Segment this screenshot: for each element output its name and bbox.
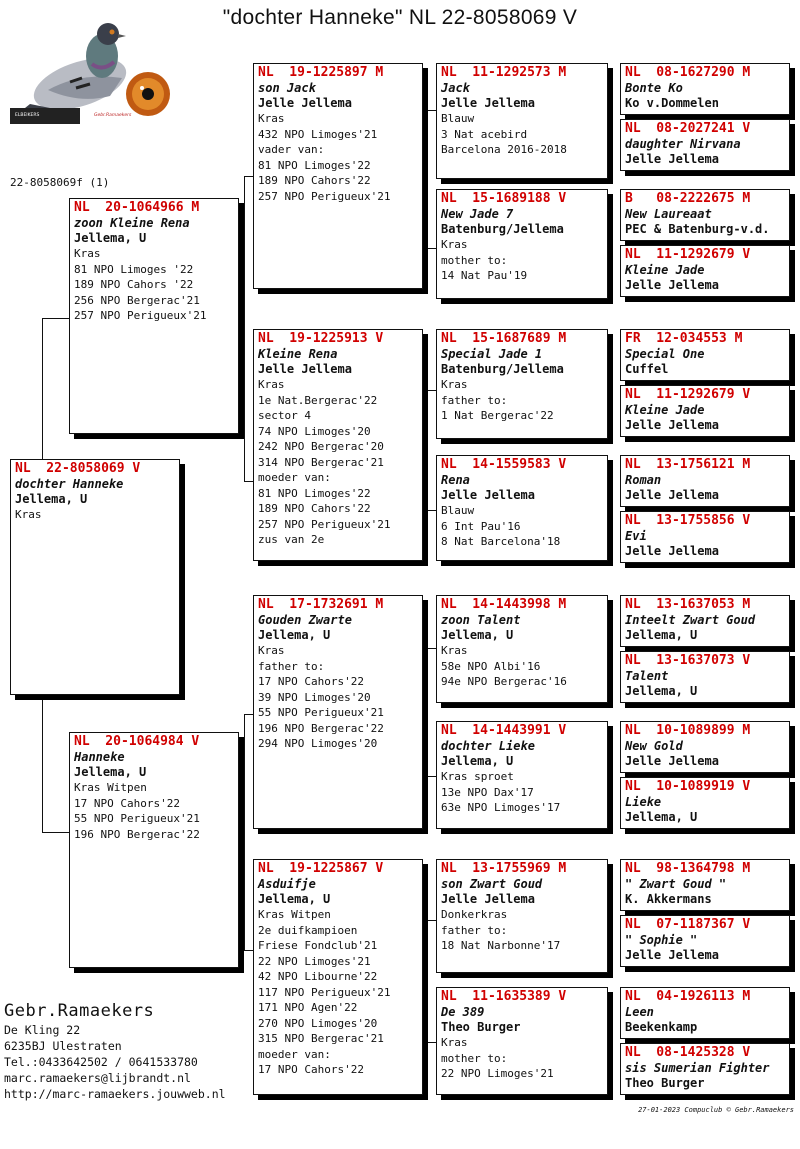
- connector-line: [611, 222, 612, 274]
- connector-line: [611, 752, 612, 806]
- great-grandparent-owner: Jellema, U: [441, 628, 514, 642]
- ancestor-ring: NL 10-1089919 V: [625, 779, 751, 794]
- grandparent-detail: 189 NPO Cahors'22: [258, 174, 371, 187]
- ancestor-name: " Sophie ": [625, 933, 698, 947]
- ancestor-owner: Jelle Jellema: [625, 544, 719, 558]
- address-phone: Tel.:0433642502 / 0641533780: [4, 1055, 198, 1069]
- subject-name: dochter Hanneke: [15, 477, 124, 491]
- grandparent-owner: Jelle Jellema: [258, 96, 352, 110]
- great-grandparent-detail: mother to:: [441, 1051, 508, 1065]
- ancestor-owner: Jelle Jellema: [625, 152, 719, 166]
- connector-line: [42, 318, 43, 460]
- ancestor-owner: Jellema, U: [625, 810, 698, 824]
- dam-detail: 196 NPO Bergerac'22: [74, 827, 200, 841]
- ancestor-ring: NL 10-1089899 M: [625, 723, 751, 738]
- connector-line: [425, 776, 436, 777]
- ancestor-owner: Jelle Jellema: [625, 488, 719, 502]
- ancestor-ring: NL 13-1756121 M: [625, 457, 751, 472]
- grandparent-card[interactable]: [253, 329, 423, 561]
- ancestor-name: Inteelt Zwart Goud: [625, 613, 756, 627]
- grandparent-detail: Kras Witpen: [258, 908, 331, 921]
- great-grandparent-ring: NL 13-1755969 M: [441, 861, 567, 876]
- ancestor-card[interactable]: [620, 915, 790, 967]
- ancestor-name: Lieke: [625, 795, 662, 809]
- ancestor-card[interactable]: [620, 987, 790, 1039]
- great-grandparent-name: De 389: [441, 1005, 485, 1019]
- dam-card[interactable]: [69, 732, 239, 968]
- ancestor-owner: K. Akkermans: [625, 892, 712, 906]
- connector-line: [42, 700, 43, 832]
- ancestor-name: Roman: [625, 473, 662, 487]
- subject-ring: NL 22-8058069 V: [15, 461, 141, 476]
- great-grandparent-detail: 18 Nat Narbonne'17: [441, 939, 561, 952]
- great-grandparent-card[interactable]: [436, 987, 608, 1095]
- grandparent-detail: 294 NPO Limoges'20: [258, 737, 378, 750]
- sire-detail: 256 NPO Bergerac'21: [74, 293, 200, 307]
- grandparent-name: Asduifje: [258, 877, 316, 891]
- ancestor-card[interactable]: [620, 455, 790, 507]
- ancestor-name: New Gold: [625, 739, 683, 753]
- great-grandparent-name: zoon Talent: [441, 613, 521, 627]
- ancestor-card[interactable]: [620, 63, 790, 115]
- ancestor-ring: NL 13-1755856 V: [625, 513, 751, 528]
- great-grandparent-detail: Barcelona 2016-2018: [441, 143, 567, 156]
- grandparent-detail: 17 NPO Cahors'22: [258, 675, 364, 688]
- great-grandparent-ring: NL 15-1689188 V: [441, 191, 567, 206]
- great-grandparent-card[interactable]: [436, 595, 608, 703]
- great-grandparent-card[interactable]: [436, 721, 608, 829]
- ancestor-name: Evi: [625, 529, 647, 543]
- ancestor-name: Talent: [625, 669, 669, 683]
- connector-line: [611, 1018, 612, 1072]
- grandparent-ring: NL 19-1225867 V: [258, 861, 384, 876]
- dam-detail: Kras Witpen: [74, 781, 147, 794]
- ancestor-ring: NL 08-1425328 V: [625, 1045, 751, 1060]
- connector-line: [425, 110, 436, 111]
- grandparent-detail: 196 NPO Bergerac'22: [258, 721, 384, 735]
- page-title: "dochter Hanneke" NL 22-8058069 V: [222, 6, 578, 29]
- connector-line: [425, 648, 426, 776]
- great-grandparent-card[interactable]: [436, 63, 608, 179]
- great-grandparent-owner: Jelle Jellema: [441, 488, 535, 502]
- connector-line: [425, 110, 426, 248]
- great-grandparent-ring: NL 14-1559583 V: [441, 457, 567, 472]
- ancestor-card[interactable]: [620, 189, 790, 241]
- grandparent-detail: 270 NPO Limoges'20: [258, 1016, 378, 1030]
- footer-credit: 27-01-2023 Compuclub © Gebr.Ramaekers: [638, 1106, 794, 1114]
- sire-card[interactable]: [69, 198, 239, 434]
- great-grandparent-detail: Donkerkras: [441, 908, 508, 921]
- great-grandparent-ring: NL 14-1443998 M: [441, 597, 567, 612]
- connector-line: [425, 390, 436, 391]
- grandparent-ring: NL 17-1732691 M: [258, 597, 384, 612]
- great-grandparent-name: New Jade 7: [441, 207, 514, 221]
- ancestor-name: Kleine Jade: [625, 403, 705, 417]
- ancestor-owner: Theo Burger: [625, 1076, 705, 1090]
- great-grandparent-detail: father to:: [441, 923, 508, 937]
- grandparent-detail: 257 NPO Perigueux'21: [258, 189, 391, 203]
- grandparent-detail: 117 NPO Perigueux'21: [258, 985, 391, 999]
- grandparent-detail: 74 NPO Limoges'20: [258, 424, 371, 438]
- grandparent-name: son Jack: [258, 81, 316, 95]
- grandparent-name: Kleine Rena: [258, 347, 338, 361]
- grandparent-card[interactable]: [253, 595, 423, 829]
- ancestor-owner: Jellema, U: [625, 628, 698, 642]
- ancestor-name: Bonte Ko: [625, 81, 683, 95]
- address-street: De Kling 22: [4, 1023, 81, 1037]
- great-grandparent-detail: 58e NPO Albi'16: [441, 659, 541, 673]
- great-grandparent-name: Jack: [441, 81, 470, 95]
- ancestor-name: Special One: [625, 347, 705, 361]
- sire-owner: Jellema, U: [74, 231, 147, 245]
- ancestor-card[interactable]: [620, 777, 790, 829]
- great-grandparent-detail: Kras: [441, 644, 468, 657]
- grandparent-detail: father to:: [258, 659, 325, 673]
- ancestor-owner: Jelle Jellema: [625, 418, 719, 432]
- grandparent-detail: 81 NPO Limoges'22: [258, 158, 371, 172]
- connector-line: [611, 624, 612, 678]
- sire-ring: NL 20-1064966 M: [74, 200, 200, 215]
- connector-line: [42, 318, 69, 319]
- great-grandparent-detail: 14 Nat Pau'19: [441, 269, 528, 282]
- ancestor-ring: NL 13-1637053 M: [625, 597, 751, 612]
- address-email[interactable]: marc.ramaekers@lijbrandt.nl: [4, 1071, 191, 1085]
- ancestor-card[interactable]: [620, 511, 790, 563]
- ring-reference: 22-8058069f (1): [10, 176, 110, 189]
- great-grandparent-detail: 13e NPO Dax'17: [441, 785, 534, 799]
- ancestor-name: Leen: [625, 1005, 654, 1019]
- ancestor-owner: Cuffel: [625, 362, 669, 376]
- ancestor-ring: NL 08-2027241 V: [625, 121, 751, 136]
- dam-detail: 17 NPO Cahors'22: [74, 796, 180, 810]
- ancestor-owner: Beekenkamp: [625, 1020, 698, 1034]
- grandparent-detail: 432 NPO Limoges'21: [258, 127, 378, 141]
- great-grandparent-ring: NL 11-1635389 V: [441, 989, 567, 1004]
- grandparent-detail: 171 NPO Agen'22: [258, 1001, 358, 1014]
- ancestor-ring: FR 12-034553 M: [625, 331, 743, 346]
- grandparent-detail: 315 NPO Bergerac'21: [258, 1032, 384, 1045]
- connector-line: [425, 648, 436, 649]
- great-grandparent-name: son Zwart Goud: [441, 877, 543, 891]
- ancestor-name: Kleine Jade: [625, 263, 705, 277]
- address-website[interactable]: http://marc-ramaekers.jouwweb.nl: [4, 1087, 226, 1101]
- grandparent-ring: NL 19-1225897 M: [258, 65, 384, 80]
- ancestor-ring: NL 08-1627290 M: [625, 65, 751, 80]
- ancestor-owner: PEC & Batenburg-v.d.: [625, 222, 770, 236]
- grandparent-detail: Friese Fondclub'21: [258, 939, 378, 952]
- ancestor-name: sis Sumerian Fighter: [625, 1061, 770, 1075]
- grandparent-detail: 1e Nat.Bergerac'22: [258, 393, 378, 407]
- great-grandparent-owner: Batenburg/Jellema: [441, 222, 564, 236]
- grandparent-owner: Jellema, U: [258, 892, 331, 906]
- connector-line: [244, 481, 253, 482]
- grandparent-detail: 22 NPO Limoges'21: [258, 954, 371, 968]
- breeder-name: Gebr.Ramaekers: [4, 1001, 155, 1021]
- grandparent-detail: Kras: [258, 644, 285, 657]
- ancestor-ring: NL 07-1187367 V: [625, 917, 751, 932]
- grandparent-detail: 39 NPO Limoges'20: [258, 690, 371, 704]
- dam-owner: Jellema, U: [74, 765, 147, 779]
- grandparent-detail: 42 NPO Libourne'22: [258, 970, 378, 983]
- grandparent-detail: moeder van:: [258, 471, 331, 484]
- great-grandparent-detail: Kras: [441, 238, 468, 251]
- ancestor-card[interactable]: [620, 119, 790, 171]
- logo-signature: Gebr.Ramaekers: [94, 113, 132, 118]
- sire-detail: 257 NPO Perigueux'21: [74, 309, 207, 322]
- connector-line: [611, 360, 612, 414]
- ancestor-ring: NL 11-1292679 V: [625, 247, 751, 262]
- dam-detail: 55 NPO Perigueux'21: [74, 812, 200, 825]
- grandparent-owner: Jellema, U: [258, 628, 331, 642]
- grandparent-detail: 55 NPO Perigueux'21: [258, 706, 384, 719]
- ancestor-owner: Ko v.Dommelen: [625, 96, 719, 110]
- ancestor-card[interactable]: [620, 859, 790, 911]
- ancestor-card[interactable]: [620, 245, 790, 297]
- grandparent-card[interactable]: [253, 63, 423, 289]
- sire-detail: Kras: [74, 247, 101, 260]
- connector-line: [244, 714, 253, 715]
- grandparent-detail: 242 NPO Bergerac'20: [258, 440, 384, 453]
- address-postcode: 6235BJ Ulestraten: [4, 1039, 122, 1053]
- ancestor-ring: NL 04-1926113 M: [625, 989, 751, 1004]
- sire-detail: 189 NPO Cahors '22: [74, 278, 194, 291]
- grandparent-detail: 189 NPO Cahors'22: [258, 502, 371, 515]
- connector-line: [244, 176, 253, 177]
- great-grandparent-card[interactable]: [436, 859, 608, 973]
- great-grandparent-detail: Blauw: [441, 504, 475, 517]
- great-grandparent-detail: father to:: [441, 393, 508, 407]
- great-grandparent-detail: 8 Nat Barcelona'18: [441, 535, 561, 548]
- ancestor-ring: NL 11-1292679 V: [625, 387, 751, 402]
- great-grandparent-card[interactable]: [436, 189, 608, 299]
- ancestor-owner: Jelle Jellema: [625, 278, 719, 292]
- great-grandparent-detail: Kras: [441, 1036, 468, 1049]
- ancestor-name: daughter Nirvana: [625, 137, 741, 151]
- grandparent-ring: NL 19-1225913 V: [258, 331, 384, 346]
- grandparent-detail: zus van 2e: [258, 533, 325, 546]
- ancestor-name: " Zwart Goud ": [625, 877, 727, 891]
- great-grandparent-detail: 6 Int Pau'16: [441, 519, 521, 533]
- subject-card[interactable]: [10, 459, 180, 695]
- great-grandparent-owner: Jelle Jellema: [441, 892, 535, 906]
- great-grandparent-ring: NL 14-1443991 V: [441, 723, 567, 738]
- great-grandparent-detail: Blauw: [441, 112, 475, 125]
- subject-owner: Jellema, U: [15, 492, 88, 506]
- grandparent-detail: 257 NPO Perigueux'21: [258, 517, 391, 531]
- ancestor-name: New Laureaat: [625, 207, 712, 221]
- connector-line: [42, 832, 69, 833]
- great-grandparent-owner: Jellema, U: [441, 754, 514, 768]
- connector-line: [611, 888, 612, 942]
- great-grandparent-ring: NL 11-1292573 M: [441, 65, 567, 80]
- great-grandparent-detail: mother to:: [441, 253, 508, 267]
- great-grandparent-ring: NL 15-1687689 M: [441, 331, 567, 346]
- ancestor-card[interactable]: [620, 721, 790, 773]
- pigeon-logo: [10, 12, 173, 126]
- great-grandparent-detail: 1 Nat Bergerac'22: [441, 409, 554, 422]
- connector-line: [244, 176, 245, 481]
- great-grandparent-detail: 63e NPO Limoges'17: [441, 801, 561, 814]
- ancestor-owner: Jelle Jellema: [625, 948, 719, 962]
- connector-line: [425, 510, 436, 511]
- ancestor-ring: B 08-2222675 M: [625, 191, 751, 206]
- connector-line: [244, 714, 245, 950]
- connector-line: [611, 96, 612, 150]
- ancestor-ring: NL 98-1364798 M: [625, 861, 751, 876]
- connector-line: [425, 248, 436, 249]
- great-grandparent-detail: 3 Nat acebird: [441, 127, 528, 141]
- great-grandparent-owner: Jelle Jellema: [441, 96, 535, 110]
- connector-line: [611, 486, 612, 540]
- grandparent-card[interactable]: [253, 859, 423, 1095]
- ancestor-card[interactable]: [620, 385, 790, 437]
- grandparent-detail: Kras: [258, 112, 285, 125]
- connector-line: [425, 920, 426, 1042]
- sire-detail: 81 NPO Limoges '22: [74, 262, 194, 276]
- connector-line: [425, 920, 436, 921]
- sire-name: zoon Kleine Rena: [74, 216, 190, 230]
- ancestor-card[interactable]: [620, 595, 790, 647]
- great-grandparent-detail: 94e NPO Bergerac'16: [441, 675, 567, 688]
- great-grandparent-owner: Theo Burger: [441, 1020, 521, 1034]
- subject-detail: Kras: [15, 508, 42, 521]
- great-grandparent-card[interactable]: [436, 329, 608, 439]
- ancestor-owner: Jellema, U: [625, 684, 698, 698]
- great-grandparent-owner: Batenburg/Jellema: [441, 362, 564, 376]
- grandparent-detail: 81 NPO Limoges'22: [258, 486, 371, 500]
- grandparent-detail: vader van:: [258, 143, 325, 156]
- great-grandparent-card[interactable]: [436, 455, 608, 561]
- great-grandparent-name: dochter Lieke: [441, 739, 535, 753]
- logo-text: ELBEIKERS: [15, 113, 40, 118]
- great-grandparent-detail: Kras: [441, 378, 468, 391]
- grandparent-detail: moeder van:: [258, 1047, 331, 1061]
- great-grandparent-name: Special Jade 1: [441, 347, 543, 361]
- great-grandparent-name: Rena: [441, 473, 470, 487]
- connector-line: [425, 390, 426, 510]
- great-grandparent-detail: 22 NPO Limoges'21: [441, 1067, 554, 1080]
- grandparent-detail: sector 4: [258, 409, 311, 422]
- grandparent-owner: Jelle Jellema: [258, 362, 352, 376]
- connector-line: [425, 1042, 436, 1043]
- ancestor-owner: Jelle Jellema: [625, 754, 719, 768]
- ancestor-ring: NL 13-1637073 V: [625, 653, 751, 668]
- great-grandparent-detail: Kras sproet: [441, 770, 514, 783]
- grandparent-detail: 17 NPO Cahors'22: [258, 1063, 364, 1076]
- dam-name: Hanneke: [74, 750, 125, 764]
- connector-line: [244, 950, 253, 951]
- ancestor-card[interactable]: [620, 1043, 790, 1095]
- grandparent-detail: 2e duifkampioen: [258, 923, 358, 937]
- breeder-address: [4, 1000, 226, 1102]
- grandparent-detail: Kras: [258, 378, 285, 391]
- ancestor-card[interactable]: [620, 329, 790, 381]
- dam-ring: NL 20-1064984 V: [74, 734, 200, 749]
- grandparent-detail: 314 NPO Bergerac'21: [258, 455, 384, 469]
- ancestor-card[interactable]: [620, 651, 790, 703]
- grandparent-name: Gouden Zwarte: [258, 613, 352, 627]
